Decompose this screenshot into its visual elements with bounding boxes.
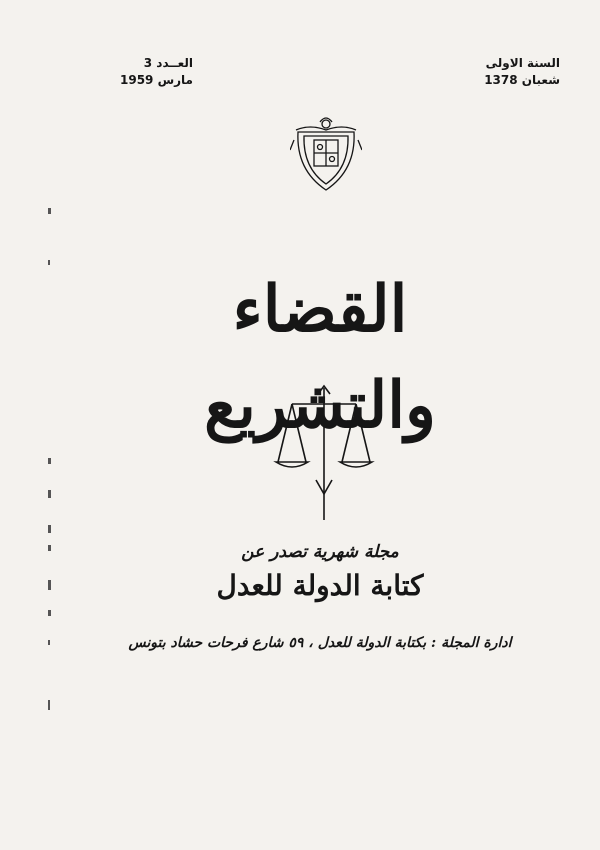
- year-info: [455, 55, 560, 89]
- issue-info: [88, 55, 193, 89]
- publisher-name: كتابة الدولة للعدل: [216, 569, 424, 602]
- issue-label: العــدد 3: [143, 56, 193, 70]
- year-label: السنة الاولى: [485, 56, 560, 70]
- binding-hole-marks: [40, 200, 56, 740]
- magazine-title: القضاء والتشريع: [204, 272, 436, 443]
- magazine-subtitle: مجلة شهرية تصدر عن: [241, 542, 399, 562]
- scales-of-justice-icon: [268, 384, 380, 524]
- emblem-icon: [290, 110, 362, 194]
- gregorian-date: مارس 1959: [120, 73, 193, 87]
- hijri-date: شعبان 1378: [484, 73, 560, 87]
- editorial-address: ادارة المجلة : بكتابة الدولة للعدل ، ٥٩ شارع فرحات حشاد بتونس: [128, 635, 512, 651]
